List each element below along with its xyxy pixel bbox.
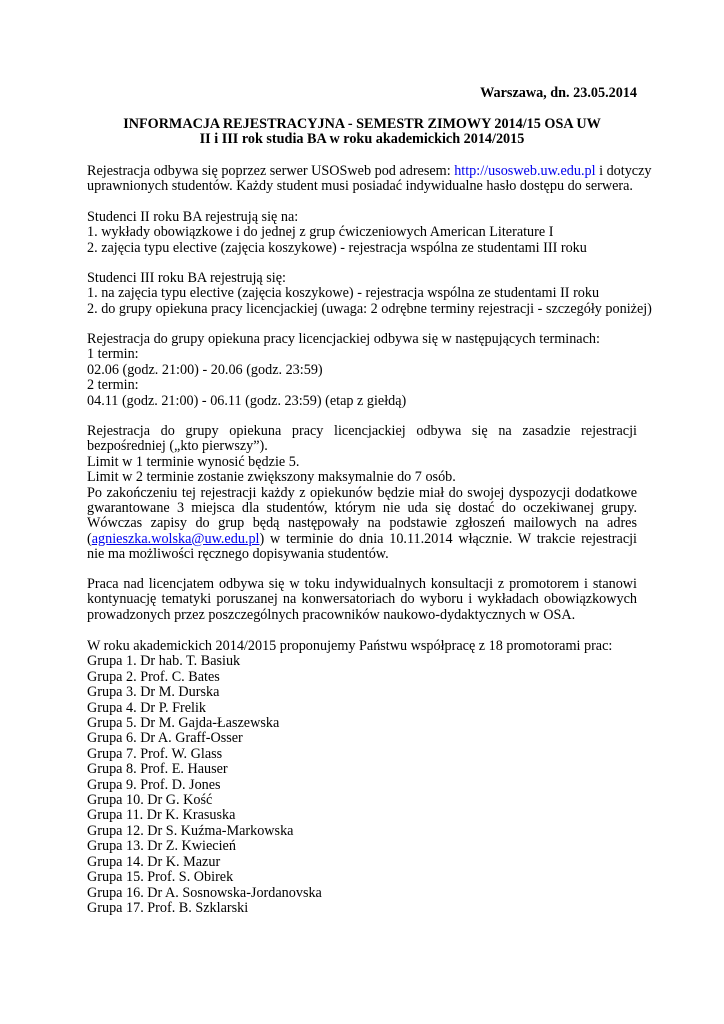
group-item: Grupa 11. Dr K. Krasuska	[87, 807, 236, 824]
terms-intro: Rejestracja do grupy opiekuna pracy licencjackiej odbywa się w następujących terminach:	[87, 331, 600, 347]
work-text: Praca nad licencjatem odbywa się w toku indywidualnych konsultacji z promotorem i stanowi kontynuację tematyki poruszanej na konwersatoriach do wyboru i wykładach obowiązkowych prowadzonych przez poszczególnych pracowników naukowo-dydaktycznych w OSA.	[87, 576, 637, 623]
title-line-2: II i III rok studia BA w roku akademickich 2014/2015	[199, 131, 525, 148]
group-item: Grupa 12. Dr S. Kuźma-Markowska	[87, 822, 294, 839]
rules-paragraph-2	[87, 486, 637, 563]
limit-term-1: Limit w 1 terminie wynosić będzie 5.	[87, 453, 300, 470]
groups-intro: W roku akademickich 2014/2015 proponujemy Państwu współpracę z 18 promotorami prac:	[87, 638, 613, 654]
usosweb-link[interactable]: http://usosweb.uw.edu.pl	[454, 163, 596, 179]
document-title	[87, 117, 637, 148]
group-item: Grupa 17. Prof. B. Szklarski	[87, 899, 249, 916]
group-item: Grupa 16. Dr A. Sosnowska-Jordanovska	[87, 884, 322, 901]
title-line-1: INFORMACJA REJESTRACYJNA - SEMESTR ZIMOWY 2014/15 OSA UW	[123, 116, 601, 132]
term-1-label: 1 termin:	[87, 346, 139, 363]
rules-text-after: ) w terminie do dnia 10.11.2014 włącznie. W trakcie rejestracji nie ma możliwości ręcznego dopisywania studentów.	[87, 530, 637, 563]
year3-item-2: 2. do grupy opiekuna pracy licencjackiej (uwaga: 2 odrębne terminy rejestracji - szczegóły poniżej)	[87, 300, 652, 317]
year2-item-2: 2. zajęcia typu elective (zajęcia koszykowe) - rejestracja wspólna ze studentami III roku	[87, 239, 587, 256]
group-item: Grupa 3. Dr M. Durska	[87, 684, 220, 701]
work-paragraph	[87, 577, 637, 623]
group-item: Grupa 8. Prof. E. Hauser	[87, 761, 228, 778]
term-2-dates: 04.11 (godz. 21:00) - 06.11 (godz. 23:59) (etap z giełdą)	[87, 392, 407, 409]
group-item: Grupa 6. Dr A. Graff-Osser	[87, 730, 243, 747]
terms-section	[87, 332, 637, 409]
email-link[interactable]: agnieszka.wolska@uw.edu.pl	[91, 530, 260, 547]
groups-section	[87, 639, 637, 916]
year3-item-1: 1. na zajęcia typu elective (zajęcia koszykowe) - rejestracja wspólna ze studentami II roku	[87, 285, 600, 302]
group-item: Grupa 1. Dr hab. T. Basiuk	[87, 653, 241, 670]
group-item: Grupa 5. Dr M. Gajda-Łaszewska	[87, 715, 280, 732]
group-item: Grupa 15. Prof. S. Obirek	[87, 869, 234, 886]
group-item: Grupa 2. Prof. C. Bates	[87, 668, 220, 685]
group-item: Grupa 7. Prof. W. Glass	[87, 745, 223, 762]
year3-section	[87, 270, 652, 317]
term-1-dates: 02.06 (godz. 21:00) - 20.06 (godz. 23:59)	[87, 361, 323, 378]
intro-line-2: uprawnionych studentów. Każdy student musi posiadać indywidualne hasło dostępu do serwera.	[87, 178, 633, 195]
year2-heading: Studenci II roku BA rejestrują się na:	[87, 209, 299, 225]
intro-line-1	[87, 163, 652, 179]
term-2-label: 2 termin:	[87, 377, 139, 394]
group-item: Grupa 10. Dr G. Kość	[87, 792, 213, 809]
document-date: Warszawa, dn. 23.05.2014	[480, 85, 637, 101]
rules-paragraph-1: Rejestracja do grupy opiekuna pracy licencjackiej odbywa się na zasadzie rejestracji bezpośredniej („kto pierwszy”).	[87, 423, 637, 455]
group-item: Grupa 4. Dr P. Frelik	[87, 699, 207, 716]
group-item: Grupa 14. Dr K. Mazur	[87, 853, 221, 870]
group-item: Grupa 9. Prof. D. Jones	[87, 776, 221, 793]
intro-text-after: i dotyczy	[595, 163, 652, 179]
rules-text: Po zakończeniu tej rejestracji każdy z opiekunów będzie miał do swojej dyspozycji dodatkowe gwarantowane 3 miejsca dla studentów, którym nie uda się dostać do oczekiwanej grupy. Wówczas zapisy do grup będą następowały na podstawie zgłoszeń mailowych na adres (	[87, 484, 637, 547]
limit-term-2: Limit w 2 terminie zostanie zwiększony maksymalnie do 7 osób.	[87, 469, 456, 486]
intro-text: Rejestracja odbywa się poprzez serwer USOSweb pod adresem:	[87, 163, 455, 179]
group-item: Grupa 13. Dr Z. Kwiecień	[87, 838, 236, 855]
year2-section	[87, 210, 637, 256]
year3-heading: Studenci III roku BA rejestrują się:	[87, 270, 286, 286]
year2-item-1: 1. wykłady obowiązkowe i do jednej z grup ćwiczeniowych American Literature I	[87, 224, 554, 241]
rules-section	[87, 424, 637, 563]
intro-paragraph	[87, 163, 652, 195]
